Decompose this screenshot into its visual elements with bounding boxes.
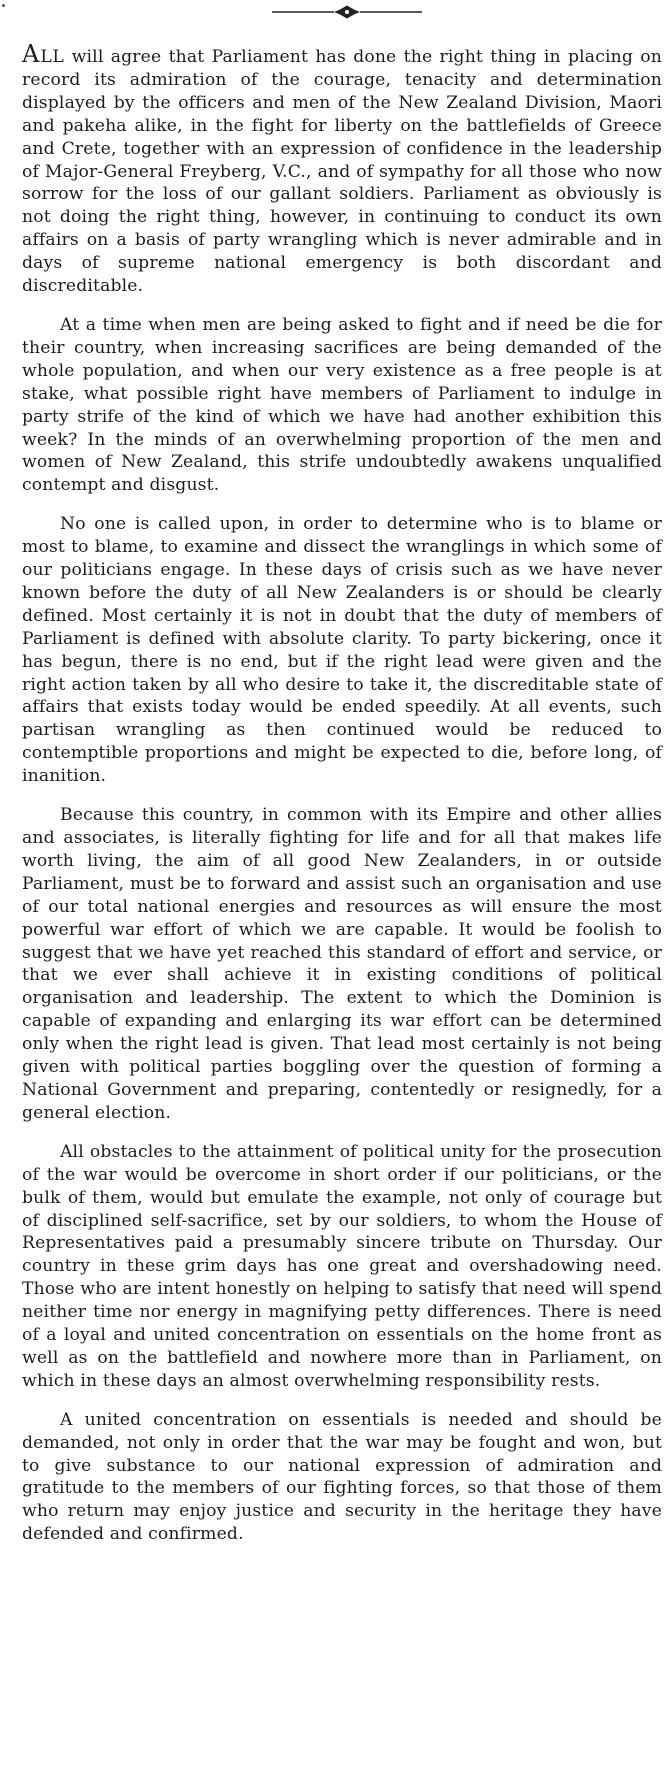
opening-paragraph-text: will agree that Parliament has done the right thing in placing on record its admiration of the courage, tenacity and determination displayed by the officers and men of the New Zealand Division, Maori and pakeha alike, in the fight for liberty on the battlefields of Greece and Crete, together with an expression of confidence in the leadership of Major-General Freyberg, V.C., and of sympathy for all those who now sorrow for the loss of our gallant soldiers. Parliament as obviously is not doing the right thing, however, in continuing to conduct its own affairs on a basis of party wrangling which is never admirable and in days of supreme national emergency is both discordant and discreditable. <box>22 47 662 297</box>
paragraph-2: At a time when men are being asked to fight and if need be die for their country, when increasing sacrifices are being demanded of the whole population, and when our very existence as a free people is at stake, what possible right have members of Parliament to indulge in party strife of the kind of which we have had another exhibition this week? In the minds of an overwhelming proportion of the men and women of New Zealand, this strife undoubtedly awakens unqualified contempt and disgust. <box>22 314 662 496</box>
rule-ornament-icon <box>272 4 422 20</box>
drop-cap: A <box>22 40 41 68</box>
paragraph-6: A united concentration on essentials is needed and should be demanded, not only in order that the war may be fought and won, but to give substance to our national expression of admiration and gratitude to the members of our fighting forces, so that those of them who return may enjoy justice and security in the heritage they have defended and confirmed. <box>22 1409 662 1545</box>
print-speck <box>2 4 5 7</box>
paragraph-4: Because this country, in common with its Empire and other allies and associates, is literally fighting for life and for all that makes life worth living, the aim of all good New Zealanders, in or outside Parliament, must be to forward and assist such an organisation and use of our total national energies and resources as will ensure the most powerful war effort of which we are capable. It would be foolish to suggest that we have yet reached this standard of effort and service, or that we ever shall achieve it in existing conditions of political organisation and leadership. The extent to which the Dominion is capable of expanding and enlarging its war effort can be determined only when the right lead is given. That lead most certainly is not being given with political parties boggling over the question of forming a National Government and preparing, contentedly or resignedly, for a general election. <box>22 805 662 1123</box>
paragraph-3: No one is called upon, in order to determine who is to blame or most to blame, to examine and dissect the wranglings in which some of our politicians engage. In these days of crisis such as we have never known before the duty of all New Zealanders is or should be clearly defined. Most certainly it is not in doubt that the duty of members of Parliament is defined with absolute clarity. To party bickering, once it has begun, there is no end, but if the right lead were given and the right action taken by all who desire to take it, the discreditable state of affairs that exists today would be ended speedily. At all events, such partisan wrangling as then continued would be reduced to contemptible proportions and might be expected to die, before long, of inanition. <box>22 514 662 787</box>
paragraph-5: All obstacles to the attainment of political unity for the prosecution of the war would be overcome in short order if our politicians, or the bulk of them, would but emulate the example, not only of courage but of disciplined self-sacrifice, set by our soldiers, to whom the House of Representatives paid a presumably sincere tribute on Thursday. Our country in these grim days has one great and overshadowing need. Those who are intent honestly on helping to satisfy that need will spend neither time nor energy in magnifying petty differences. There is need of a loyal and united concentration on essentials on the home front as well as on the battlefield and nowhere more than in Parliament, on which in these days an almost overwhelming responsibility rests. <box>22 1141 662 1391</box>
editorial-column <box>22 40 662 1562</box>
opening-paragraph <box>22 40 662 298</box>
lead-in-caps: LL <box>40 47 65 67</box>
